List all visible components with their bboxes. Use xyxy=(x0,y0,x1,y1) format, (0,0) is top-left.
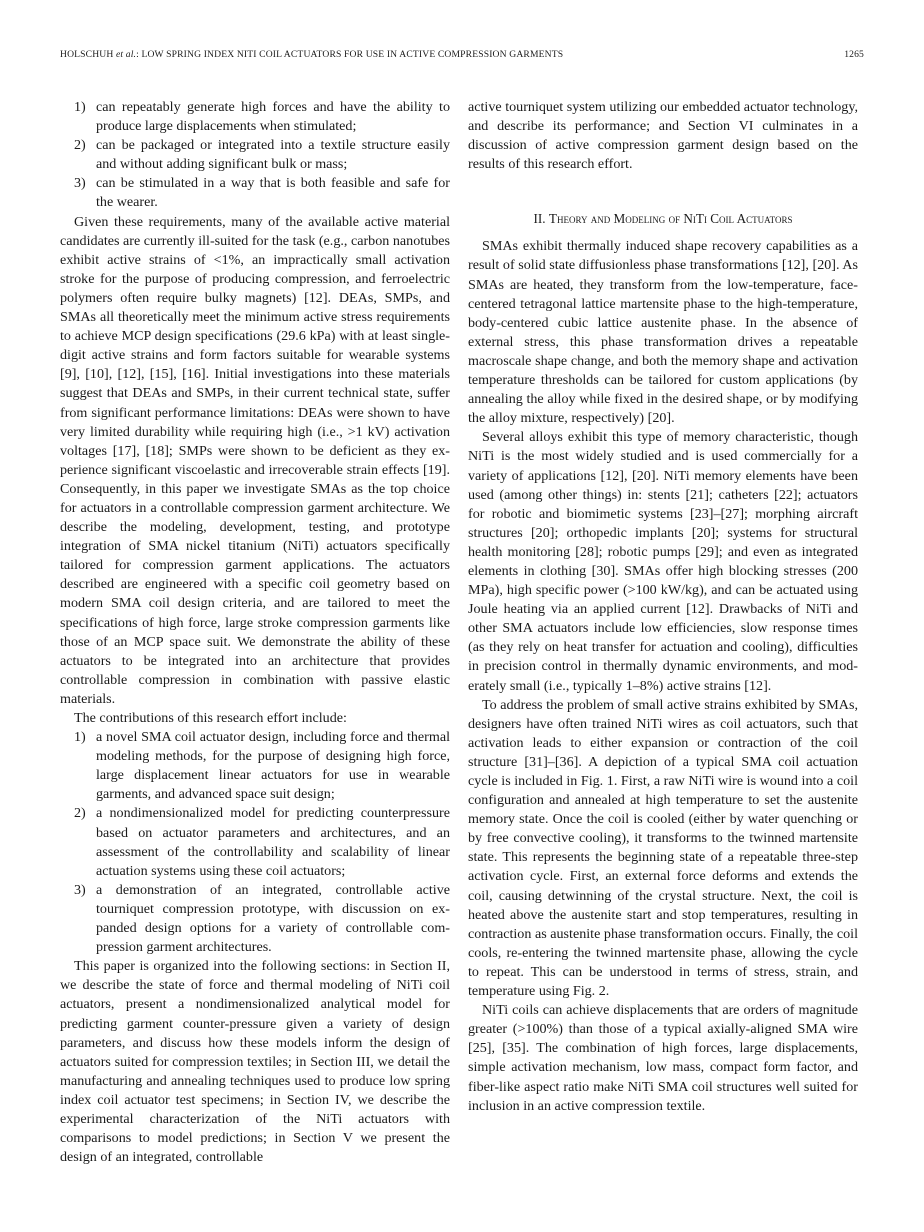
paragraph-requirements: Given these requirements, many of the available active material candidates are currently ill-suited for the task (e.g., carbon nanotubes exhibit active strains of <1%, an impractically small activation stroke for the purpose of producing compression, and ferroelectric polymers often require bulky magnets) [12]. DEAs, SMPs, and SMAs all theoretically meet the minimum active stress requirements to achieve MCP design specifications (29.6 kPa) with at least single-digit active strains and form factors suitable for wearable systems [9], [10], [12], [15], [16]. Initial investigations into these materials suggest that DEAs and SMPs, in their current technical state, suffer from significant performance limitations: DEAs were shown to have very limited durability while requiring high (i.e., >1 kV) activation voltages [17], [18]; SMPs were shown to be deficient as they experience significant viscoelastic and irrecoverable strain effects [19]. Consequently, in this paper we investigate SMAs as the top choice for actuators in a controllable compression garment architecture. We describe the modeling, development, testing, and prototype integration of SMA nickel titanium (NiTi) actuators specifically tailored for compression garment applications. The actuators described are engineered with a specific coil geometry based on modern SMA coil design criteria, and are tailored to meet the specifications of high force, large stroke compression garments like those of an MCP space suit. We demonstrate the ability of these actuators to be integrated into an architecture that provides controllable compression in combination with passive elastic materials. xyxy=(60,213,450,707)
section-title: Theory and Modeling of NiTi Coil Actuators xyxy=(548,211,793,227)
requirement-item: 1) can repeatably generate high forces and have the ability to produce large displacements when stimulated; xyxy=(74,99,450,135)
running-head-title: : LOW SPRING INDEX NITI COIL ACTUATORS FOR USE IN ACTIVE COMPRESSION GARMENTS xyxy=(136,49,564,60)
paragraph-alloys: Several alloys exhibit this type of memory characteristic, though NiTi is the most widely studied and is used commercially for a variety of applications [12], [20]. NiTi memory elements have been used (among other things) in: stents [21]; catheters [22]; actuators for robotic and biomimetic systems [23]–[27]; morphing aircraft structures [20]; orthopedic implants [20]; systems for structural health monitoring [28]; robotic pumps [29]; and even as integrated elements in clothing [30]. SMAs offer high blocking stresses (200 MPa), high specific power (>100 kW/kg), and can be actuated using Joule heating via an applied current [12]. Drawbacks of NiTi and other SMA actuators include low efficiencies, slow response times (as they rely on heat transfer for actuation and cooling), difficulties in precision control in thermally dynamic environments, and moderately small (i.e., typically 1–8%) active strains [12]. xyxy=(468,429,858,694)
requirements-list xyxy=(60,98,450,213)
paragraph-displacement: NiTi coils can achieve displacements that are orders of magnitude greater (>100%) than those of a typical axially-aligned SMA wire [25], [35]. The combination of high forces, large displacements, simple activation mechanism, low mass, compact form factor, and fiber-like aspect ratio make NiTi SMA coil structures well suited for inclusion in an active compression textile. xyxy=(468,1002,858,1114)
contributions-list xyxy=(60,728,450,957)
page-number: 1265 xyxy=(844,49,864,60)
paragraph-organization: This paper is organized into the following sections: in Section II, we describe the state of force and thermal modeling of NiTi coil actuators, present a nondimensionalized analytical model for predicting garment counter-pressure given a variety of design parameters, and discuss how these models inform the design of actuators suited for compression textiles; in Section III, we detail the manufacturing and annealing techniques used to produce low spring index coil actuator test specimens; in Section IV, we describe the experimental characterization of the NiTi actuators with comparisons to model predictions; in Section V we present the design of an integrated, controllable xyxy=(60,958,450,1166)
paragraph-contributions-intro: The contributions of this research effort include: xyxy=(74,710,347,726)
right-column xyxy=(468,98,858,1116)
left-column xyxy=(60,98,450,1167)
running-head-prefix: HOLSCHUH xyxy=(60,49,116,60)
paragraph-sma-intro: SMAs exhibit thermally induced shape recovery capabilities as a result of solid state diffusionless phase transformations [12], [20]. As SMAs are heated, they transform from the low-temperature, face-centered tetragonal lattice martensite phase to the high-temperature, body-centered cubic lattice austenite phase. In the absence of external stress, this phase transformation drives a repeatable macroscale shape change, and both the memory shape and activation temperature thresholds can be tailored for custom applications (by annealing the alloy while fixed in the desired shape, or by modifying the alloy mixture, respectively) [20]. xyxy=(468,238,858,427)
contribution-item: 1) a novel SMA coil actuator design, including force and thermal modeling methods, for the purpose of designing high force, large displacement linear actuators for use in wearable garments, and advanced space suit design; xyxy=(74,729,450,803)
paragraph-coils: To address the problem of small active strains exhibited by SMAs, designers have often trained NiTi wires as coil actuators, such that activation leads to either expansion or contraction of the coil structure [31]–[36]. A depiction of a typical SMA coil actuation cycle is included in Fig. 1. First, a raw NiTi wire is wound into a coil configuration and annealed at high temperature to set the austenite memory state. Once the coil is cooled (either by water quenching or by free convective cooling), it transforms to the twinned martensite state. This represents the beginning state of a repeatable three-step activation cycle. First, an external force deforms and extends the coil, causing detwinning of the crystal structure. Next, the coil is heated above the austenite start and stop temperatures, resulting in contraction as austenite phase transformation occurs. Finally, the coil cools, re-entering the twinned martensite phase, allowing the cycle to repeat. This can be understood in terms of stress, strain, and temperature using Fig. 2. xyxy=(468,696,858,1000)
running-head-etal: et al. xyxy=(116,49,137,60)
section-number: II. xyxy=(533,211,546,227)
requirement-item: 2) can be packaged or integrated into a textile structure easily and without adding significant bulk or mass; xyxy=(74,137,450,173)
section-heading xyxy=(468,210,858,227)
contribution-item: 2) a nondimensionalized model for predicting counterpressure based on actuator parameters and architectures, and an assessment of the controllability and scalability of linear actuation systems using these coil actuators; xyxy=(74,805,450,879)
paragraph-continuation: active tourniquet system utilizing our embedded actuator technology, and describe its performance; and Section VI culminates in a discussion of active compression garment design based on the results of this research effort. xyxy=(468,99,858,173)
requirement-item: 3) can be stimulated in a way that is both feasible and safe for the wearer. xyxy=(74,175,450,211)
contribution-item: 3) a demonstration of an integrated, controllable active tourniquet compression prototype, with discussion on expanded design options for a variety of controllable compression garment architectures. xyxy=(74,881,450,956)
running-header xyxy=(60,49,864,60)
